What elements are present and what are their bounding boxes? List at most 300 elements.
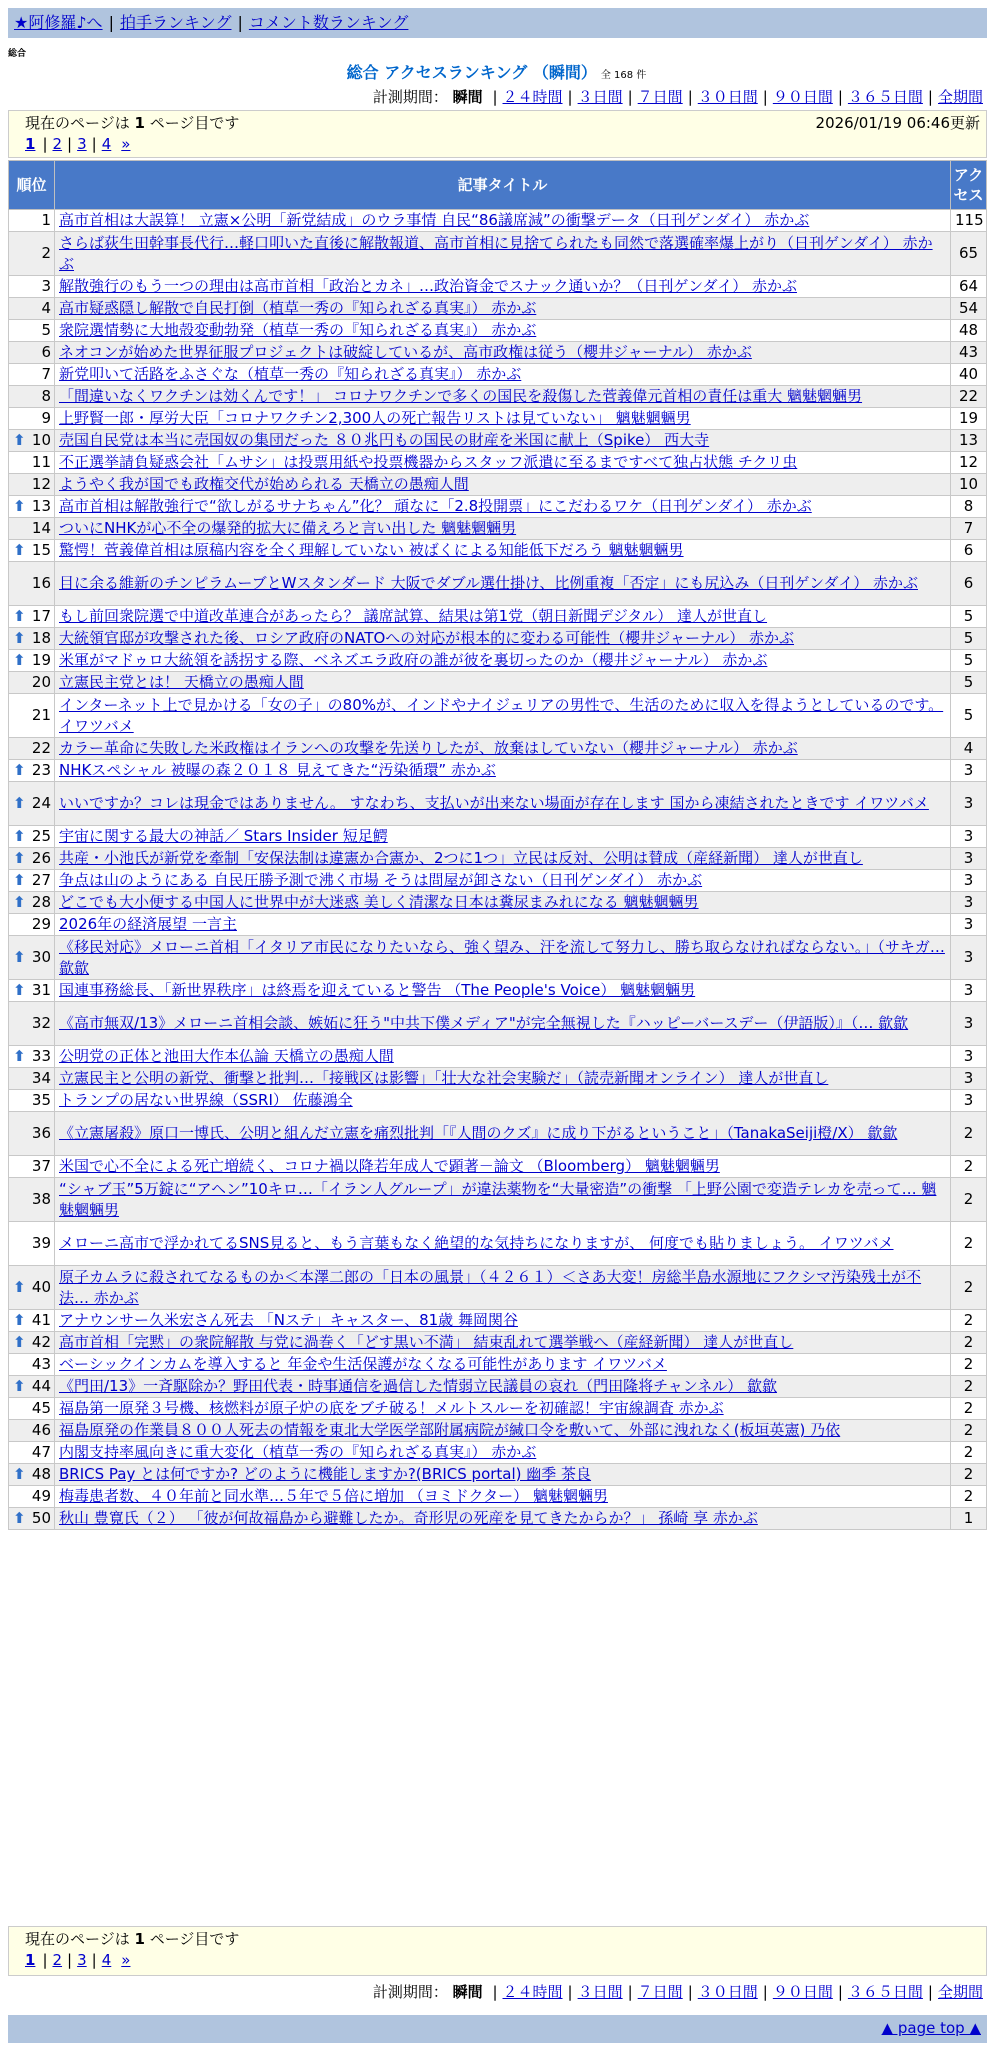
rank-number: 14	[31, 519, 51, 537]
up-arrow-icon: ⬆	[13, 1278, 26, 1296]
article-link[interactable]: 争点は山のようにある 自民圧勝予測で沸く市場 そうは問屋が卸さない（日刊ゲンダイ） 赤かぶ	[59, 871, 703, 889]
article-link[interactable]: 国連事務総長、「新世界秩序」は終焉を迎えていると警告 （The People's Voice） 魑魅魍魎男	[59, 981, 696, 999]
page-link-current[interactable]: 1	[25, 1951, 36, 1969]
page-link-2[interactable]: 2	[52, 1951, 63, 1969]
title-cell	[55, 232, 951, 276]
article-link[interactable]: インターネット上で見かける「女の子」の80%が、インドやナイジェリアの男性で、生活のために収入を得ようとしているのです。 イワツバメ	[59, 695, 944, 735]
article-link[interactable]: もし前回衆院選で中道改革連合があったら？ 議席試算、結果は第1党（朝日新聞デジタル） 達人が世直し	[59, 607, 768, 625]
rank-number: 36	[31, 1124, 51, 1142]
page-status: 現在のページは 1 ページ目です	[25, 1930, 240, 1948]
article-link[interactable]: 不正選挙請負疑惑会社「ムサシ」は投票用紙や投票機器からスタッフ派遣に至るまですべて独占状態 チクリ虫	[59, 453, 798, 471]
rank-cell	[9, 870, 55, 892]
up-arrow-icon: ⬆	[13, 948, 26, 966]
rank-cell	[9, 892, 55, 914]
period-option-1[interactable]: ３日間	[577, 88, 623, 106]
period-current: 瞬間	[452, 88, 483, 106]
title-cell	[55, 364, 951, 386]
period-option-6[interactable]: 全期間	[937, 1983, 983, 2001]
table-row	[9, 936, 987, 980]
rank-number: 12	[31, 475, 51, 493]
access-count: 2	[951, 1266, 987, 1310]
article-link[interactable]: 「間違いなくワクチンは効くんです！」 コロナワクチンで多くの国民を殺傷した菅義偉元首相の責任は重大 魑魅魍魎男	[59, 387, 863, 405]
rank-number: 24	[31, 794, 51, 812]
rank-cell	[9, 562, 55, 606]
up-arrow-icon: ⬆	[13, 497, 26, 515]
nav-link-asyura[interactable]: ★阿修羅♪へ	[14, 13, 103, 32]
table-row	[9, 1376, 987, 1398]
title-cell	[55, 936, 951, 980]
page-separator: |	[91, 135, 97, 153]
ranking-title-text: 総合 アクセスランキング （瞬間）	[346, 63, 597, 82]
access-count: 12	[951, 452, 987, 474]
page-link-4[interactable]: 4	[101, 1951, 112, 1969]
access-count: 3	[951, 980, 987, 1002]
article-link[interactable]: 立憲民主と公明の新党、衝撃と批判…「接戦区は影響」「壮大な社会実験だ」（読売新聞オンライン） 達人が世直し	[59, 1069, 829, 1087]
title-cell	[55, 320, 951, 342]
access-count: 4	[951, 738, 987, 760]
rank-number: 26	[31, 849, 51, 867]
page-link-2[interactable]: 2	[52, 135, 63, 153]
title-cell	[55, 1156, 951, 1178]
up-arrow-icon: ⬆	[13, 1465, 26, 1483]
rank-cell	[9, 452, 55, 474]
rank-number: 8	[41, 387, 51, 405]
rank-number: 16	[31, 574, 51, 592]
access-count: 64	[951, 276, 987, 298]
rank-number: 9	[41, 409, 51, 427]
access-count: 54	[951, 298, 987, 320]
period-selector-top	[373, 86, 983, 107]
access-count: 40	[951, 364, 987, 386]
page-link-next[interactable]: »	[121, 135, 131, 153]
table-row	[9, 452, 987, 474]
article-link[interactable]: 米軍がマドゥロ大統領を誘拐する際、ベネズエラ政府の誰が彼を裏切ったのか（櫻井ジャーナル） 赤かぶ	[59, 651, 768, 669]
article-link[interactable]: 高市首相は大誤算！ 立憲×公明「新党結成」のウラ事情 自民“86議席減”の衝撃データ（日刊ゲンダイ） 赤かぶ	[59, 211, 810, 229]
rank-number: 27	[31, 871, 51, 889]
title-cell	[55, 1332, 951, 1354]
access-count: 2	[951, 1442, 987, 1464]
title-cell	[55, 1486, 951, 1508]
page-links	[25, 134, 970, 155]
rank-number: 37	[31, 1157, 51, 1175]
period-current: 瞬間	[452, 1983, 483, 2001]
title-cell	[55, 1376, 951, 1398]
article-link[interactable]: 売国自民党は本当に売国奴の集団だった ８０兆円もの国民の財産を米国に献上（Spike） 西大寺	[59, 431, 710, 449]
access-count: 43	[951, 342, 987, 364]
rank-cell	[9, 364, 55, 386]
article-link[interactable]: 福島原発の作業員８００人死去の情報を東北大学医学部附属病院が緘口令を敷いて、外部に洩れなく(板垣英憲) 乃依	[59, 1421, 841, 1439]
title-cell	[55, 1508, 951, 1530]
period-option-4[interactable]: ９０日間	[772, 1983, 833, 2001]
rank-number: 31	[31, 981, 51, 999]
article-link[interactable]: NHKスペシャル 被曝の森２０１８ 見えてきた“汚染循環” 赤かぶ	[59, 761, 496, 779]
article-link[interactable]: 目に余る維新のチンピラムーブとWスタンダード 大阪でダブル選仕掛け、比例重複「否定」にも尻込み（日刊ゲンダイ） 赤かぶ	[59, 574, 918, 592]
table-row	[9, 694, 987, 738]
article-link[interactable]: 2026年の経済展望 一言主	[59, 915, 237, 933]
rank-cell	[9, 496, 55, 518]
rank-cell	[9, 1090, 55, 1112]
article-link[interactable]: 大統領官邸が攻撃された後、ロシア政府のNATOへの対応が根本的に変わる可能性（櫻井ジャーナル） 赤かぶ	[59, 629, 795, 647]
rank-cell	[9, 1112, 55, 1156]
nav-link-clap-ranking[interactable]: 拍手ランキング	[119, 13, 232, 32]
title-cell	[55, 848, 951, 870]
page-links	[25, 1950, 970, 1971]
title-cell	[55, 606, 951, 628]
rank-number: 17	[31, 607, 51, 625]
title-header: 記事タイトル	[55, 161, 951, 210]
table-row	[9, 430, 987, 452]
table-row	[9, 650, 987, 672]
period-selector-bottom	[373, 1981, 983, 2002]
rank-cell	[9, 1354, 55, 1376]
page-status: 現在のページは 1 ページ目です	[25, 114, 240, 132]
rank-number: 28	[31, 893, 51, 911]
access-count: 5	[951, 606, 987, 628]
rank-number: 1	[41, 211, 51, 229]
rank-cell	[9, 1310, 55, 1332]
rank-cell	[9, 1376, 55, 1398]
rank-cell	[9, 1178, 55, 1222]
article-link[interactable]: “シャブ玉”5万錠に“アヘン”10キロ…「イラン人グループ」が違法薬物を“大量密造”の衝撃 「上野公園で変造テレカを売って… 魑魅魍魎男	[59, 1179, 937, 1219]
table-row	[9, 342, 987, 364]
up-arrow-icon: ⬆	[13, 1333, 26, 1351]
article-link[interactable]: ベーシックインカムを導入すると 年金や生活保護がなくなる可能性があります イワツバメ	[59, 1355, 667, 1373]
article-link[interactable]: 立憲民主党とは！ 天橋立の愚痴人間	[59, 673, 304, 691]
period-option-4[interactable]: ９０日間	[772, 88, 833, 106]
title-cell	[55, 870, 951, 892]
up-arrow-icon: ⬆	[13, 871, 26, 889]
page-link-3[interactable]: 3	[77, 135, 87, 153]
table-row	[9, 232, 987, 276]
access-count: 2	[951, 1112, 987, 1156]
access-count: 3	[951, 1002, 987, 1046]
rank-cell	[9, 628, 55, 650]
rank-number: 35	[31, 1091, 51, 1109]
rank-cell	[9, 210, 55, 232]
top-nav-bar	[8, 8, 987, 38]
rank-cell	[9, 1002, 55, 1046]
article-link[interactable]: ようやく我が国でも政権交代が始められる 天橋立の愚痴人間	[59, 475, 469, 493]
period-separator: |	[627, 88, 633, 106]
table-row	[9, 848, 987, 870]
period-option-6[interactable]: 全期間	[937, 88, 983, 106]
article-link[interactable]: 《高市無双/13》メローニ首相会談、嫉妬に狂う"中共下僕メディア"が完全無視した『ハッピーバースデー（伊語版）』（… 歙歙	[59, 1014, 909, 1032]
access-count: 115	[951, 210, 987, 232]
access-count: 5	[951, 650, 987, 672]
title-cell	[55, 1222, 951, 1266]
article-link[interactable]: メローニ高市で浮かれてるSNS見ると、もう言葉もなく絶望的な気持ちになりますが、 何度でも貼りましょう。 イワツバメ	[59, 1234, 894, 1252]
title-cell	[55, 386, 951, 408]
article-link[interactable]: 梅毒患者数、４０年前と同水準…５年で５倍に増加 （ヨミドクター） 魑魅魍魎男	[59, 1487, 608, 1505]
table-row	[9, 1156, 987, 1178]
rank-cell	[9, 650, 55, 672]
rank-cell	[9, 1222, 55, 1266]
article-link[interactable]: さらば荻生田幹事長代行…軽口叩いた直後に解散報道、高市首相に見捨てられたも同然で落選確率爆上がり（日刊ゲンダイ） 赤かぶ	[59, 233, 933, 273]
up-arrow-icon: ⬆	[13, 981, 26, 999]
rank-number: 43	[31, 1355, 51, 1373]
title-cell	[55, 672, 951, 694]
table-row	[9, 1002, 987, 1046]
table-row	[9, 518, 987, 540]
updated-timestamp: 2026/01/19 06:46更新	[815, 114, 980, 132]
article-link[interactable]: 宇宙に関する最大の神話／ Stars Insider 短足鰐	[59, 827, 388, 845]
access-count: 3	[951, 826, 987, 848]
period-label: 計測期間：	[372, 88, 448, 106]
access-count: 3	[951, 892, 987, 914]
up-arrow-icon: ⬆	[13, 1377, 26, 1395]
rank-cell	[9, 276, 55, 298]
period-option-5[interactable]: ３６５日間	[847, 1983, 923, 2001]
article-link[interactable]: アナウンサー久米宏さん死去 「Nステ」キャスター、81歳 舞岡関谷	[59, 1311, 518, 1329]
page-link-4[interactable]: 4	[101, 135, 112, 153]
table-row	[9, 1508, 987, 1530]
access-count: 3	[951, 1046, 987, 1068]
period-option-2[interactable]: ７日間	[637, 1983, 683, 2001]
table-row	[9, 1354, 987, 1376]
access-count: 19	[951, 408, 987, 430]
page-separator: |	[67, 135, 73, 153]
article-link[interactable]: ついにNHKが心不全の爆発的拡大に備えろと言い出した 魑魅魍魎男	[59, 519, 517, 537]
rank-number: 5	[41, 321, 51, 339]
rank-number: 4	[41, 299, 51, 317]
table-row	[9, 1464, 987, 1486]
period-option-5[interactable]: ３６５日間	[847, 88, 923, 106]
rank-number: 46	[31, 1421, 51, 1439]
rank-number: 42	[31, 1333, 51, 1351]
ranking-title	[0, 60, 993, 83]
table-row	[9, 364, 987, 386]
page-top-link[interactable]: ▲ page top ▲	[881, 2019, 981, 2037]
article-link[interactable]: 《門田/13》一斉駆除か？野田代表・時事通信を過信した情弱立民議員の哀れ（門田隆将チャンネル） 歙歙	[59, 1377, 778, 1395]
table-row	[9, 628, 987, 650]
article-link[interactable]: 秋山 豊寛氏（２） 「彼が何故福島から避難したか。奇形児の死産を見てきたからか？」 孫崎 享 赤かぶ	[59, 1509, 758, 1527]
rank-number: 22	[31, 739, 51, 757]
page-link-next[interactable]: »	[121, 1951, 131, 1969]
rank-number: 7	[41, 365, 51, 383]
table-row	[9, 298, 987, 320]
title-cell	[55, 1420, 951, 1442]
total-count: 全 168 件	[600, 70, 647, 81]
rank-number: 45	[31, 1399, 51, 1417]
page-link-current[interactable]: 1	[25, 135, 36, 153]
rank-number: 40	[31, 1278, 51, 1296]
table-row	[9, 782, 987, 826]
rank-cell	[9, 298, 55, 320]
table-row	[9, 892, 987, 914]
access-count: 2	[951, 1310, 987, 1332]
rank-header: 順位	[9, 161, 55, 210]
article-link[interactable]: 《立憲屠殺》原口一博氏、公明と組んだ立憲を痛烈批判「『人間のクズ』に成り下がるということ」（TanakaSeiji橙/X） 歙歙	[59, 1124, 898, 1142]
page-link-3[interactable]: 3	[77, 1951, 87, 1969]
table-row	[9, 1178, 987, 1222]
article-link[interactable]: 上野賢一郎・厚労大臣「コロナワクチン2,300人の死亡報告リストは見ていない」 魑魅魍魎男	[59, 409, 691, 427]
title-cell	[55, 1112, 951, 1156]
rank-number: 41	[31, 1311, 51, 1329]
table-row	[9, 408, 987, 430]
rank-number: 19	[31, 651, 51, 669]
title-cell	[55, 782, 951, 826]
up-arrow-icon: ⬆	[13, 761, 26, 779]
rank-cell	[9, 1420, 55, 1442]
title-cell	[55, 1090, 951, 1112]
period-separator: |	[927, 1983, 933, 2001]
rank-cell	[9, 980, 55, 1002]
access-count: 48	[951, 320, 987, 342]
title-cell	[55, 914, 951, 936]
article-link[interactable]: 高市首相「完黙」の衆院解散 与党に渦巻く「どす黒い不満」 結束乱れて選挙戦へ（産経新聞） 達人が世直し	[59, 1333, 794, 1351]
rank-cell	[9, 320, 55, 342]
rank-cell	[9, 760, 55, 782]
period-option-3[interactable]: ３０日間	[697, 88, 758, 106]
page-separator: |	[67, 1951, 73, 1969]
article-link[interactable]: 米国で心不全による死亡増続く、コロナ禍以降若年成人で顕著－論文 （Bloomberg） 魑魅魍魎男	[59, 1157, 720, 1175]
period-separator: |	[687, 88, 693, 106]
article-link[interactable]: 新党叩いて活路をふさぐな（植草一秀の『知られざる真実』） 赤かぶ	[59, 365, 522, 383]
rank-cell	[9, 518, 55, 540]
period-option-2[interactable]: ７日間	[637, 88, 683, 106]
rank-cell	[9, 1398, 55, 1420]
nav-link-comment-ranking[interactable]: コメント数ランキング	[248, 13, 409, 32]
rank-number: 30	[31, 948, 51, 966]
article-link[interactable]: 驚愕！菅義偉首相は原稿内容を全く理解していない 被ばくによる知能低下だろう 魑魅魍魎男	[59, 541, 684, 559]
access-count: 1	[951, 1508, 987, 1530]
title-cell	[55, 1398, 951, 1420]
table-row	[9, 474, 987, 496]
article-link[interactable]: どこでも大小便する中国人に世界中が大迷惑 美しく清潔な日本は糞尿まみれになる 魑魅魍魎男	[59, 893, 699, 911]
period-option-0[interactable]: ２４時間	[502, 1983, 563, 2001]
rank-number: 29	[31, 915, 51, 933]
access-count: 5	[951, 672, 987, 694]
page-separator: |	[91, 1951, 97, 1969]
access-count: 65	[951, 232, 987, 276]
rank-number: 15	[31, 541, 51, 559]
up-arrow-icon: ⬆	[13, 431, 26, 449]
pagination-top	[8, 110, 987, 158]
title-cell	[55, 694, 951, 738]
up-arrow-icon: ⬆	[13, 849, 26, 867]
access-count: 3	[951, 870, 987, 892]
title-cell	[55, 892, 951, 914]
access-count: 2	[951, 1222, 987, 1266]
up-arrow-icon: ⬆	[13, 1509, 26, 1527]
table-row	[9, 276, 987, 298]
nav-separator: |	[237, 13, 243, 32]
table-row	[9, 210, 987, 232]
table-row	[9, 1420, 987, 1442]
access-count: 13	[951, 430, 987, 452]
access-count: 2	[951, 1486, 987, 1508]
table-row	[9, 320, 987, 342]
table-row	[9, 606, 987, 628]
rank-cell	[9, 474, 55, 496]
title-cell	[55, 1178, 951, 1222]
access-count: 3	[951, 782, 987, 826]
rank-number: 38	[31, 1190, 51, 1208]
article-link[interactable]: トランプの居ない世界線（SSRI） 佐藤鴻全	[59, 1091, 353, 1109]
access-count: 2	[951, 1376, 987, 1398]
up-arrow-icon: ⬆	[13, 607, 26, 625]
rank-cell	[9, 342, 55, 364]
period-option-1[interactable]: ３日間	[577, 1983, 623, 2001]
title-cell	[55, 452, 951, 474]
title-cell	[55, 980, 951, 1002]
article-link[interactable]: 高市首相は解散強行で“欲しがるサナちゃん”化？ 頑なに「2.8投開票」にこだわるワケ（日刊ゲンダイ） 赤かぶ	[59, 497, 812, 515]
access-count: 2	[951, 1332, 987, 1354]
article-link[interactable]: 福島第一原発３号機、核燃料が原子炉の底をブチ破る！メルトスルーを初確認！宇宙線調査 赤かぶ	[59, 1399, 724, 1417]
table-row	[9, 1046, 987, 1068]
period-separator: |	[567, 88, 573, 106]
article-link[interactable]: 内閣支持率風向きに重大変化（植草一秀の『知られざる真実』） 赤かぶ	[59, 1443, 537, 1461]
period-option-0[interactable]: ２４時間	[502, 88, 563, 106]
rank-number: 50	[31, 1509, 51, 1527]
title-cell	[55, 210, 951, 232]
title-cell	[55, 518, 951, 540]
article-link[interactable]: 衆院選情勢に大地殻変動勃発（植草一秀の『知られざる真実』） 赤かぶ	[59, 321, 537, 339]
rank-cell	[9, 540, 55, 562]
rank-cell	[9, 936, 55, 980]
rank-cell	[9, 1266, 55, 1310]
article-link[interactable]: カラー革命に失敗した米政権はイランへの攻撃を先送りしたが、放棄はしていない（櫻井ジャーナル） 赤かぶ	[59, 739, 798, 757]
title-cell	[55, 1442, 951, 1464]
title-cell	[55, 496, 951, 518]
rank-number: 10	[31, 431, 51, 449]
table-row	[9, 826, 987, 848]
access-count: 5	[951, 694, 987, 738]
rank-number: 6	[41, 343, 51, 361]
access-count: 8	[951, 496, 987, 518]
rank-cell	[9, 1332, 55, 1354]
rank-cell	[9, 1442, 55, 1464]
period-separator: |	[492, 88, 498, 106]
pagination-bottom	[8, 1926, 987, 1976]
article-link[interactable]: 高市疑惑隠し解散で自民打倒（植草一秀の『知られざる真実』） 赤かぶ	[59, 299, 537, 317]
table-row	[9, 1332, 987, 1354]
article-link[interactable]: いいですか？コレは現金ではありません。 すなわち、支払いが出来ない場面が存在します 国から凍結されたときです イワツバメ	[59, 794, 929, 812]
access-count: 3	[951, 936, 987, 980]
article-link[interactable]: 解散強行のもう一つの理由は高市首相「政治とカネ」…政治資金でスナック通いか？（日刊ゲンダイ） 赤かぶ	[59, 277, 797, 295]
article-link[interactable]: ネオコンが始めた世界征服プロジェクトは破綻しているが、高市政権は従う（櫻井ジャーナル） 赤かぶ	[59, 343, 752, 361]
ranking-table	[8, 160, 987, 1530]
table-row	[9, 1442, 987, 1464]
article-link[interactable]: 共産・小池氏が新党を牽制「安保法制は違憲か合憲か、2つに1つ」立民は反対、公明は賛成（産経新聞） 達人が世直し	[59, 849, 863, 867]
title-cell	[55, 298, 951, 320]
rank-cell	[9, 408, 55, 430]
access-count: 22	[951, 386, 987, 408]
access-count: 2	[951, 1398, 987, 1420]
access-count: 10	[951, 474, 987, 496]
access-count: 6	[951, 540, 987, 562]
period-separator: |	[567, 1983, 573, 2001]
period-option-3[interactable]: ３０日間	[697, 1983, 758, 2001]
article-link[interactable]: 《移民対応》メローニ首相「イタリア市民になりたいなら、強く望み、汗を流して努力し、勝ち取らなければならない。」（サキガ… 歙歙	[59, 937, 945, 977]
up-arrow-icon: ⬆	[13, 629, 26, 647]
access-count: 2	[951, 1464, 987, 1486]
title-cell	[55, 738, 951, 760]
rank-number: 34	[31, 1069, 51, 1087]
access-count: 7	[951, 518, 987, 540]
access-count: 2	[951, 1156, 987, 1178]
article-link[interactable]: 公明党の正体と池田大作本仏論 天橋立の愚痴人間	[59, 1047, 394, 1065]
rank-number: 13	[31, 497, 51, 515]
article-link[interactable]: BRICS Pay とは何ですか? どのように機能しますか?(BRICS portal) 幽季 茶良	[59, 1465, 592, 1483]
table-row	[9, 562, 987, 606]
table-row	[9, 496, 987, 518]
rank-number: 11	[31, 453, 51, 471]
up-arrow-icon: ⬆	[13, 893, 26, 911]
table-row	[9, 386, 987, 408]
article-link[interactable]: 原子カムラに殺されてなるものか＜本澤二郎の「日本の風景」（４２６１）＜さあ大変！房総半島水源地にフクシマ汚染残土が不法… 赤かぶ	[59, 1267, 922, 1307]
up-arrow-icon: ⬆	[13, 1311, 26, 1329]
